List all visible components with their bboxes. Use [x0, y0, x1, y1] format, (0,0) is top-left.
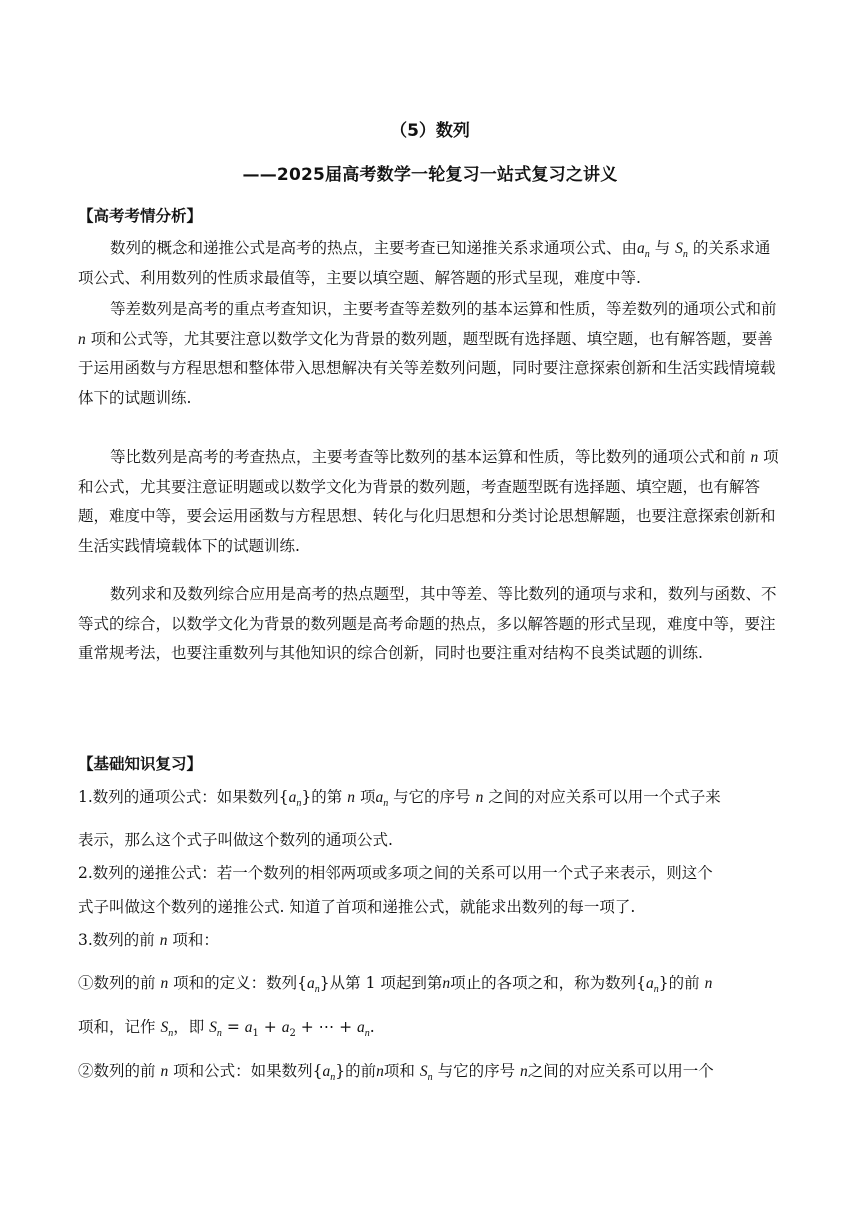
text: 的前: [668, 974, 700, 992]
text: 之间的对应关系可以用一个式子来: [488, 788, 721, 806]
paragraph-2: 等差数列是高考的重点考查知识，主要考查等差数列的基本运算和性质，等差数列的通项公式和前 n 项和公式等，尤其要注意以数学文化为背景的数列题，题型既有选择题、填空题，也有解答题，要善于运用函数与方程思想和整体带入思想解决有关等差数列问题，同时要注意探索创新和生活实践情境载体下的试题训练.: [78, 300, 777, 407]
paragraph-1: 数列的概念和递推公式是高考的热点，主要考查已知递推关系求通项公式、由$a_n$ 与 $S_n$ 的关系求通项公式、利用数列的性质求最值等，主要以填空题、解答题的形式呈现，难度中等.: [78, 239, 771, 287]
section-heading-basics: 【基础知识复习】: [78, 755, 203, 773]
item-3-formula-line-1: ②数列的前 n 项和公式：如果数列$\{a_n\}$的前n项和 $S_n$ 与它的序号 n之间的对应关系可以用一个: [78, 1062, 714, 1083]
text: 项止的各项之和，称为数列: [450, 974, 637, 992]
text: ，即: [173, 1018, 205, 1036]
text: 项和公式等，尤其要注意以数学文化为背景的数列题，题型既有选择题、填空题，也有解答题，要善于运用函数与方程思想和整体带入思想解决有关等差数列问题，同时要注意探索创新和生活实践情境载体下的试题训练.: [78, 329, 776, 407]
text: 与它的序号: [437, 1062, 516, 1080]
text: .: [369, 1018, 375, 1036]
paragraph-3: 等比数列是高考的考查热点，主要考查等比数列的基本运算和性质，等比数列的通项公式和前 n 项和公式，尤其要注意证明题或以数学文化为背景的数列题，考查题型既有选择题、填空题，也有解答题，难度中等，要会运用函数与方程思想、转化与化归思想和分类讨论思想解题，也要注意探索创新和生活实践情境载体下的试题训练.: [78, 448, 779, 555]
item-3-definition-line-1: ①数列的前 n 项和的定义：数列$\{a_n\}$从第 1 项起到第n项止的各项之和，称为数列$\{a_n\}$的前 n: [78, 974, 713, 995]
paragraph-4: 数列求和及数列综合应用是高考的热点题型，其中等差、等比数列的通项与求和，数列与函数、不等式的综合，以数学文化为背景的数列题是高考命题的热点，多以解答题的形式呈现，难度中等，要注重常规考法，也要注重数列与其他知识的综合创新，同时也要注重对结构不良类试题的训练.: [78, 585, 777, 662]
text: 的前: [345, 1062, 377, 1080]
text: 之间的对应关系可以用一个: [527, 1062, 714, 1080]
text: ②数列的前: [78, 1062, 156, 1080]
item-2-line-1: 2.数列的递推公式：若一个数列的相邻两项或多项之间的关系可以用一个式子来表示，则这个: [78, 864, 713, 882]
text: 等差数列是高考的重点考查知识，主要考查等差数列的基本运算和性质，等差数列的通项公式和前: [110, 300, 777, 318]
text: 等比数列是高考的考查热点，主要考查等比数列的基本运算和性质，等比数列的通项公式和前: [110, 448, 746, 466]
text: 项和公式：如果数列: [173, 1062, 313, 1080]
text: 项和，记作: [78, 1018, 156, 1036]
text: 与它的序号: [393, 788, 471, 806]
text: 数列的概念和递推公式是高考的热点，主要考查已知递推关系求通项公式、由: [110, 239, 638, 257]
item-2-line-2: 式子叫做这个数列的递推公式. 知道了首项和递推公式，就能求出数列的每一项了.: [78, 898, 636, 916]
text: 1.数列的通项公式：如果数列: [78, 788, 279, 806]
text: 项和的定义：数列: [173, 974, 298, 992]
text: 的关系求通项公式、利用数列的性质求最值等，主要以填空题、解答题的形式呈现，难度中等.: [78, 239, 771, 287]
text: 的第: [311, 788, 343, 806]
page-subtitle: ——2025届高考数学一轮复习一站式复习之讲义: [242, 165, 618, 185]
section-heading-exam-analysis: 【高考考情分析】: [78, 207, 203, 225]
text: 项和：: [172, 931, 219, 949]
item-3-definition-line-2: 项和，记作 $S_n$，即 $S_n = a_1 + a_2$ + ⋯ + $a_n$.: [78, 1018, 375, 1039]
text: 与: [654, 239, 671, 257]
page-title: （5）数列: [390, 121, 470, 141]
text: ①数列的前: [78, 974, 156, 992]
item-1-line-1: 1.数列的通项公式：如果数列$\{a_n\}$的第 n 项$a_n$ 与它的序号 n 之间的对应关系可以用一个式子来: [78, 788, 721, 809]
text: 项和公式，尤其要注意证明题或以数学文化为背景的数列题，考查题型既有选择题、填空题，也有解答题，难度中等，要会运用函数与方程思想、转化与化归思想和分类讨论思想解题，也要注意探索创新和生活实践情境载体下的试题训练.: [78, 448, 779, 555]
text: 3.数列的前: [78, 931, 155, 949]
text: 项: [359, 788, 376, 806]
item-3-heading: 3.数列的前 n 项和：: [78, 931, 219, 949]
text: 从第 1 项起到第: [329, 974, 443, 992]
text: 项和: [383, 1062, 415, 1080]
item-1-line-2: 表示，那么这个式子叫做这个数列的通项公式.: [78, 831, 393, 849]
